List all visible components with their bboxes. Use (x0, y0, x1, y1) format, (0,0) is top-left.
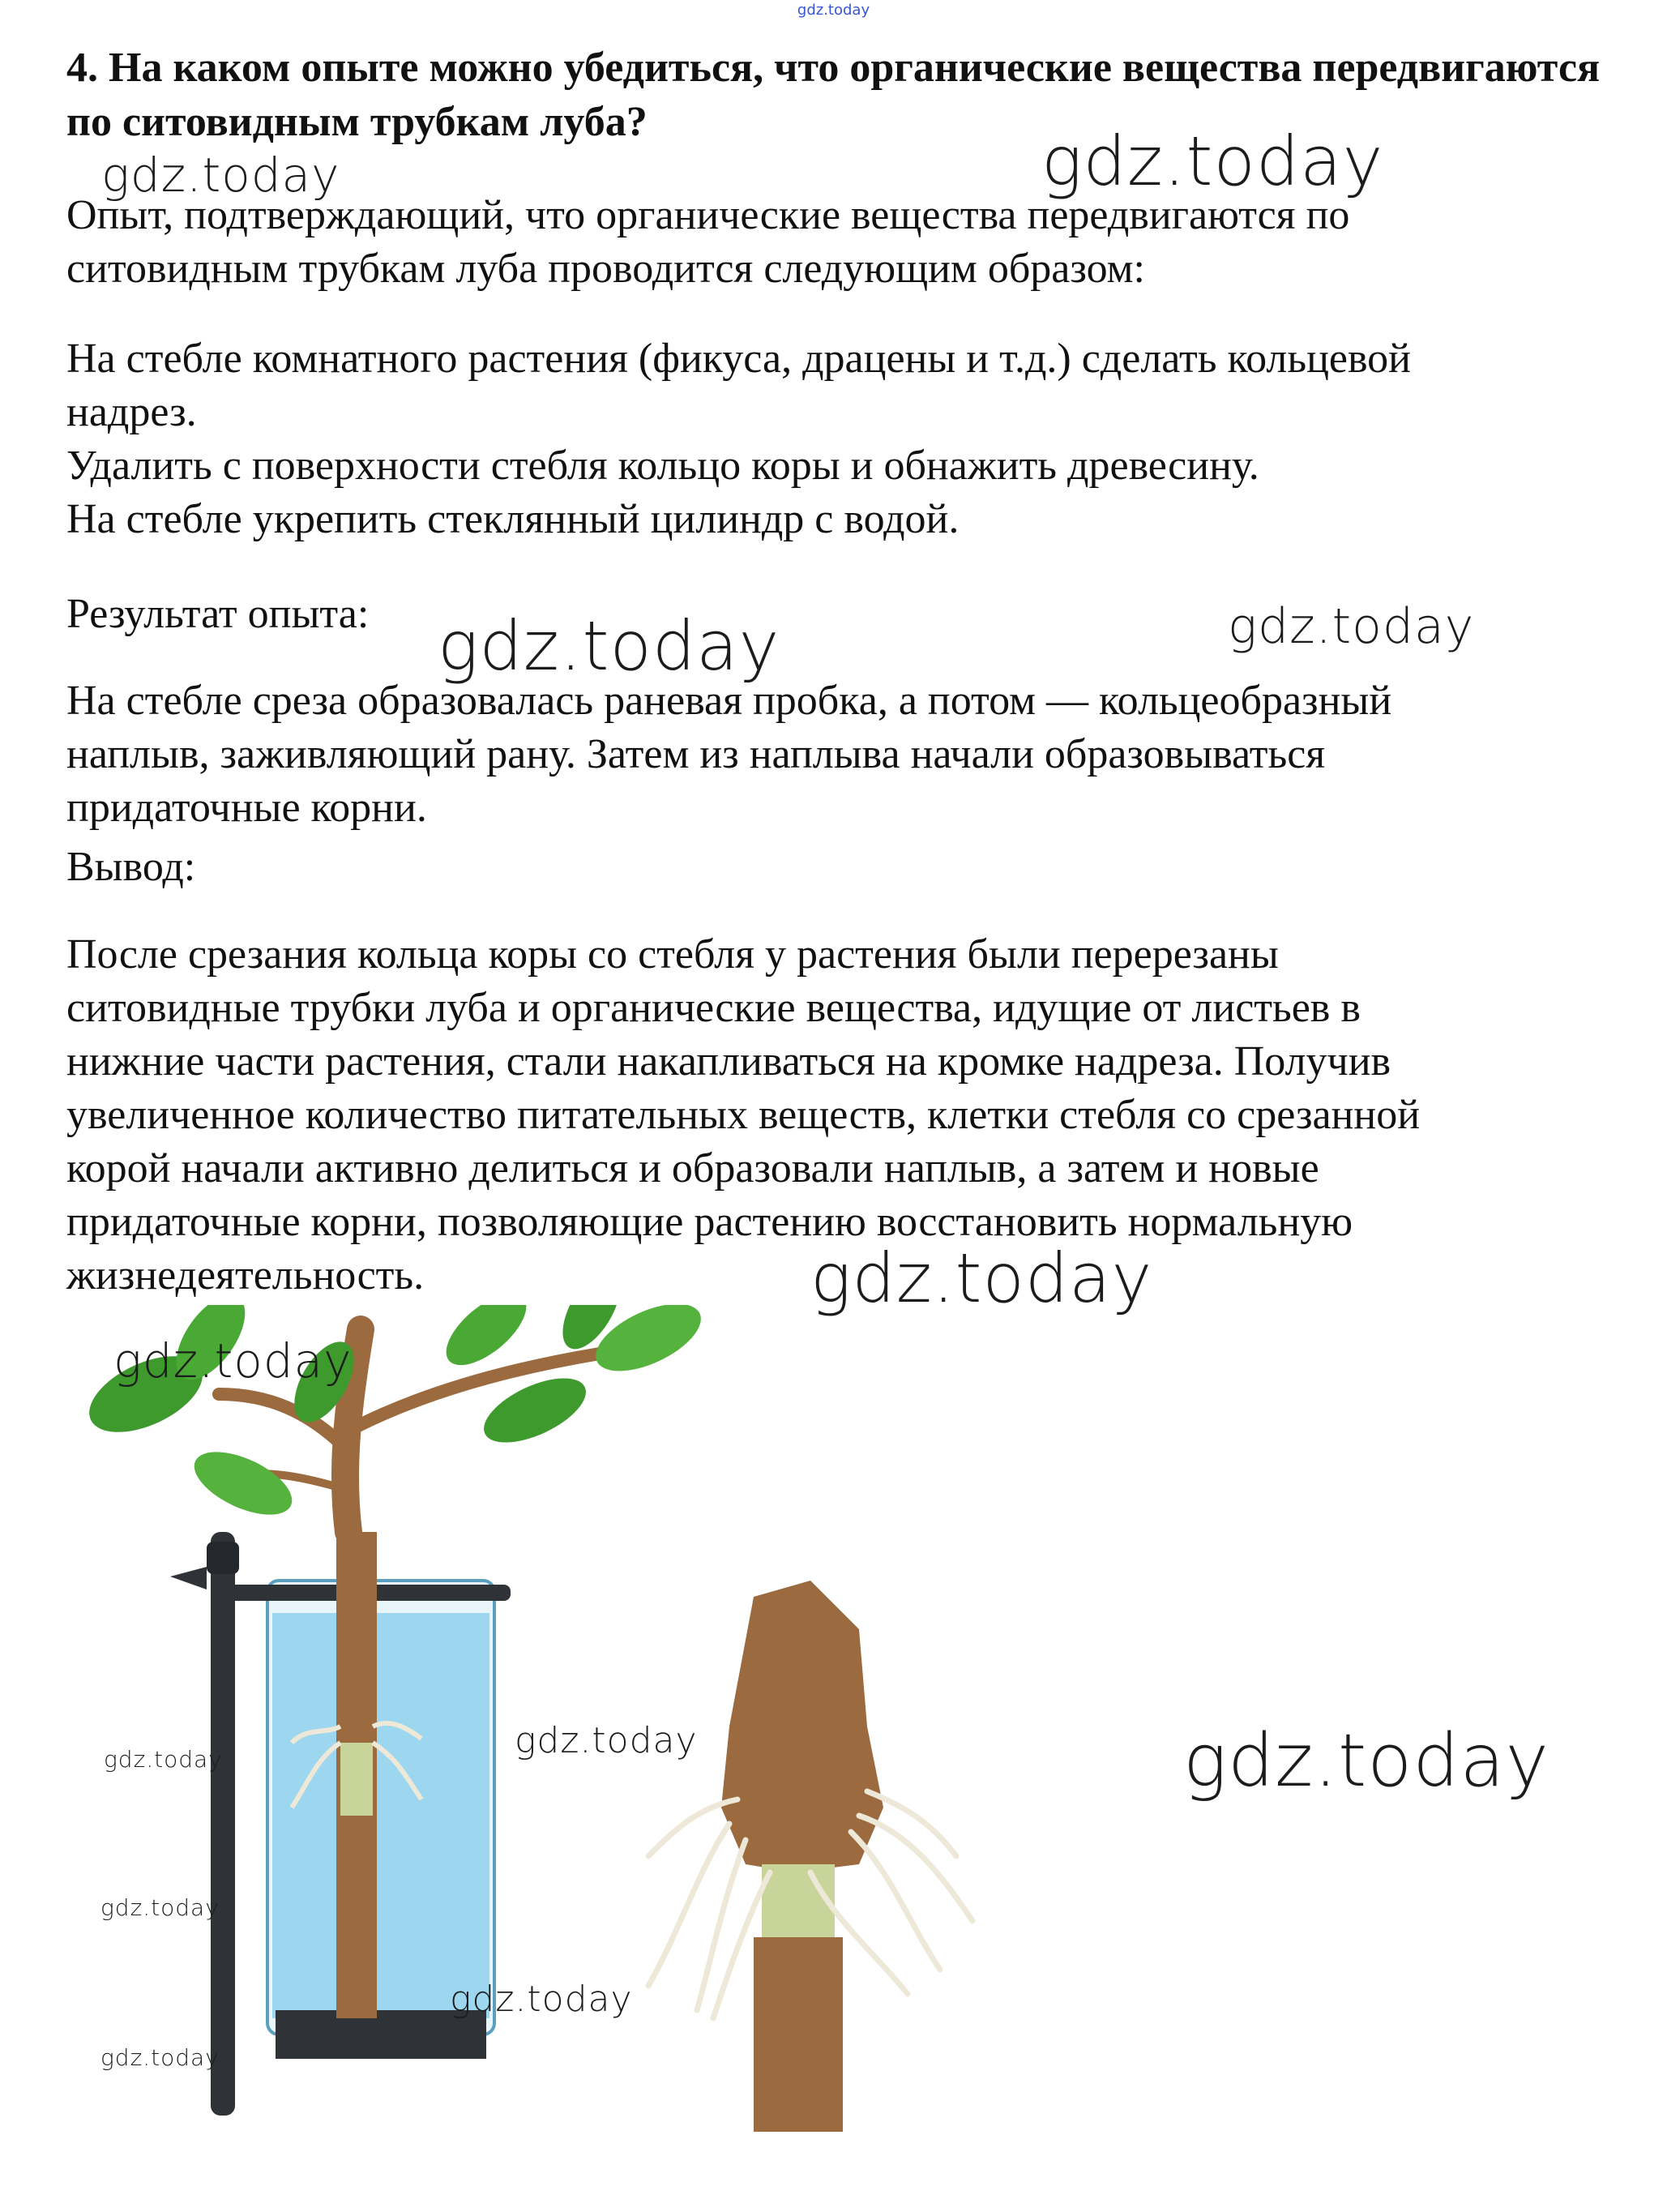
conclusion-label: Вывод: (66, 844, 196, 890)
watermark: gdz.today (100, 1894, 220, 1921)
conclusion-paragraph: После срезания кольца коры со стебля у растения были перерезаны ситовидные трубки луба и органические вещества, идущие от листьев в нижние части растения, стали накапливаться на кромке надреза. Получив увеличенное количество питательных веществ, клетки стебля со срезанной корой начали активно делиться и образовали наплыв, а затем и новые придаточные корни, позволяющие растению восстановить нормальную жизнедеятельность. (66, 931, 1421, 1299)
watermark: gdz.today (101, 148, 340, 203)
watermark: gdz.today (1228, 598, 1475, 655)
watermark: gdz.today (515, 1720, 698, 1761)
watermark: gdz.today (104, 1746, 223, 1773)
watermark: gdz.today (1041, 122, 1384, 201)
watermark: gdz.today (438, 606, 780, 686)
watermark: gdz.today (100, 2044, 220, 2071)
ringed-stem-with-roots (648, 1581, 972, 2132)
steps-paragraph: На стебле комнатного растения (фикуса, драцены и т.д.) сделать кольцевой надрез. Удалить с поверхности стебля кольцо коры и обнажить древесину. На стебле укрепить стеклянный цилиндр с водой. (66, 336, 1411, 542)
intro-paragraph: Опыт, подтверждающий, что органические вещества передвигаются по ситовидным трубкам луба проводится следующим образом: (66, 192, 1350, 292)
header-watermark: gdz.today (797, 2, 870, 19)
watermark: gdz.today (450, 1979, 633, 2020)
watermark: gdz.today (810, 1239, 1153, 1318)
watermark: gdz.today (1183, 1718, 1549, 1803)
question-heading: 4. На каком опыте можно убедиться, что органические вещества передвигаются по ситовидным трубкам луба? (66, 45, 1601, 145)
result-label: Результат опыта: (66, 591, 370, 637)
result-paragraph: На стебле среза образовалась раневая пробка, а потом — кольцеобразный наплыв, заживляющий рану. Затем из наплыва начали образовываться придаточные корни. (66, 678, 1392, 831)
watermark: gdz.today (113, 1333, 353, 1388)
